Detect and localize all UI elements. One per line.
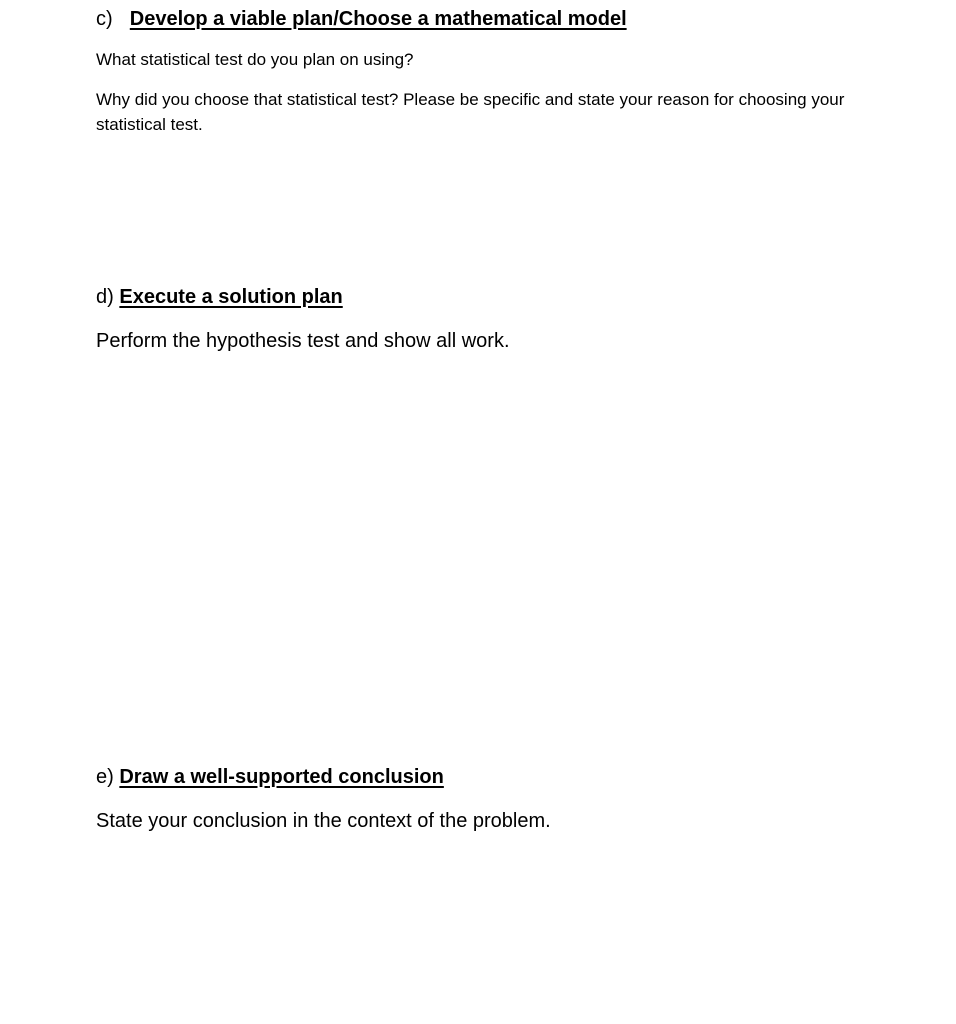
section-c-question-1: What statistical test do you plan on using? <box>96 50 414 69</box>
section-e-question-1: State your conclusion in the context of the problem. <box>96 810 551 832</box>
section-d-title: Execute a solution plan <box>119 286 343 308</box>
section-c-title: Develop a viable plan/Choose a mathematical model <box>129 8 627 30</box>
section-e-label: e) <box>96 766 114 788</box>
section-d-question-1: Perform the hypothesis test and show all work. <box>96 330 510 352</box>
section-d-heading <box>96 285 876 309</box>
section-c-question-2-block <box>96 87 876 137</box>
section-c <box>96 7 876 31</box>
section-d <box>96 285 876 309</box>
section-e-title: Draw a well-supported conclusion <box>119 766 444 788</box>
section-c-heading <box>96 7 876 31</box>
section-d-question-block <box>96 329 876 353</box>
section-c-question-2: Why did you choose that statistical test? Please be specific and state your reason for choosing your statistical test. <box>96 90 845 134</box>
section-e <box>96 765 876 789</box>
section-c-label: c) <box>96 8 113 30</box>
section-c-question-1-block <box>96 47 876 72</box>
section-e-heading <box>96 765 876 789</box>
section-d-label: d) <box>96 286 114 308</box>
section-e-question-block <box>96 809 876 833</box>
